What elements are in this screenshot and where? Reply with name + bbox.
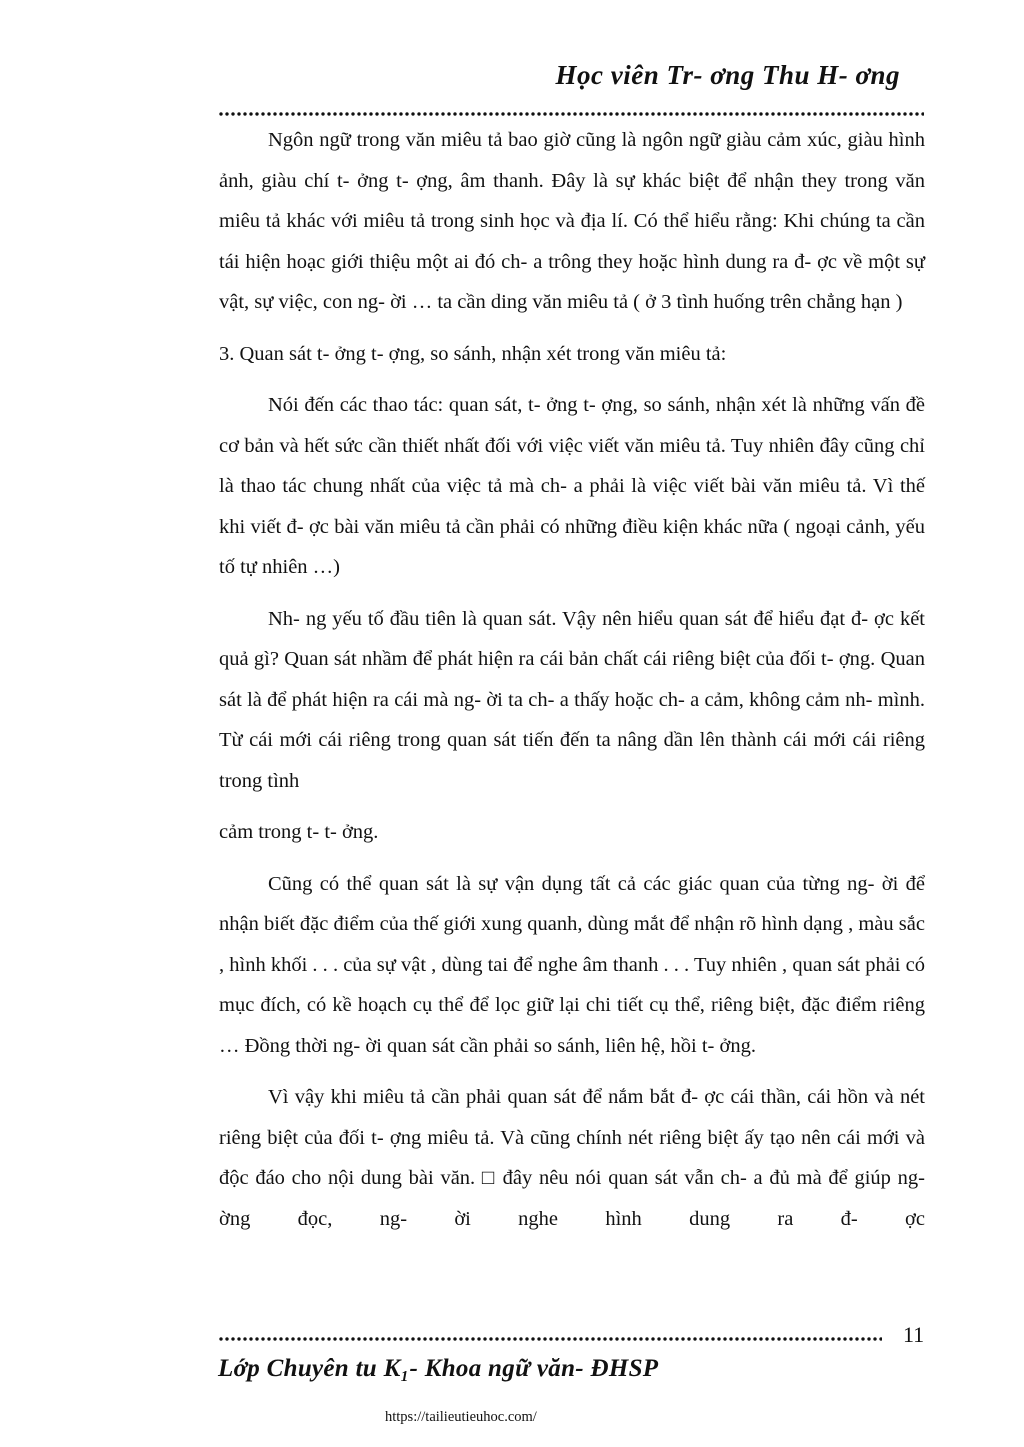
paragraph-senses: Cũng có thể quan sát là sự vận dụng tất cả các giác quan của từng ng- ời để nhận biết đặc điểm của thế giới xung quanh, dùng mắt để nhận rõ hình dạng , màu sắc , hình khối . . . của sự vật , dùng tai để nghe âm thanh . . . Tuy nhiên , quan sát phải có mục đích, có kề hoạch cụ thể để lọc giữ lại chi tiết cụ thể, riêng biệt, đặc điểm riêng … Đồng thời ng- ời quan sát cần phải so sánh, liên hệ, hồi t- ởng. (219, 872, 925, 1057)
paragraph-capture-essence: Vì vậy khi miêu tả cần phải quan sát để nắm bắt đ- ợc cái thần, cái hồn và nét riêng biệt của đối t- ợng miêu tả. Và cũng chính nét riêng biệt ấy tạo nên cái mới và độc đáo cho nội dung bài văn. □ đây nêu nói quan sát vẫn ch- a đủ mà để giúp ng- ờng đọc, ng- ời nghe hình dung ra đ- ợc (219, 1086, 925, 1230)
source-url[interactable]: https://tailieutieuhoc.com/ (385, 1409, 537, 1425)
header-dotted-divider (218, 111, 924, 117)
section-heading-observation: 3. Quan sát t- ởng t- ợng, so sánh, nhận xét trong văn miêu tả: (219, 342, 727, 365)
paragraph-continuation: cảm trong t- t- ởng. (219, 821, 379, 843)
paragraph-operations: Nói đến các thao tác: quan sát, t- ởng t- ợng, so sánh, nhận xét là những vấn đề cơ bản và hết sức cần thiết nhất đối với việc viết văn miêu tả. Tuy nhiên đây cũng chỉ là thao tác chung nhất của việc tả mà ch- a phải là việc viết bài văn miêu tả. Vì thế khi viết đ- ợc bài văn miêu tả cần phải có những điều kiện khác nữa ( ngoại cảnh, yếu tố tự nhiên …) (219, 394, 925, 578)
page-number: 11 (903, 1322, 925, 1347)
footer-dotted-divider (218, 1336, 882, 1342)
page-footer-title: Lớp Chuyên tu K₁- Khoa ngữ văn- ĐHSP (218, 1355, 659, 1382)
paragraph-observation-first: Nh- ng yếu tố đầu tiên là quan sát. Vậy nên hiểu quan sát để hiểu đạt đ- ợc kết quả gì? Quan sát nhầm để phát hiện ra cái bản chất cái riêng biệt của đối t- ợng. Quan sát là để phát hiện ra cái mà ng- ời ta ch- a thấy hoặc ch- a cảm, không cảm nh- mình. Từ cái mới cái riêng trong quan sát tiến đến ta nâng dần lên thành cái mới cái riêng trong tình (219, 607, 925, 792)
page-header-title: Học viên Tr- ơng Thu H- ơng (555, 60, 900, 90)
document-body (219, 120, 925, 1250)
paragraph-descriptive-language: Ngôn ngữ trong văn miêu tả bao giờ cũng là ngôn ngữ giàu cảm xúc, giàu hình ảnh, giàu chí t- ởng t- ợng, âm thanh. Đây là sự khác biệt để nhận they trong văn miêu tả khác với miêu tả trong sinh học và địa lí. Có thể hiểu rằng: Khi chúng ta cần tái hiện hoạc giới thiệu một ai đó ch- a trông they hoặc hình dung ra đ- ợc về một sự vật, sự việc, con ng- ời … ta cần ding văn miêu tả ( ở 3 tình huống trên chẳng hạn ) (219, 129, 925, 313)
